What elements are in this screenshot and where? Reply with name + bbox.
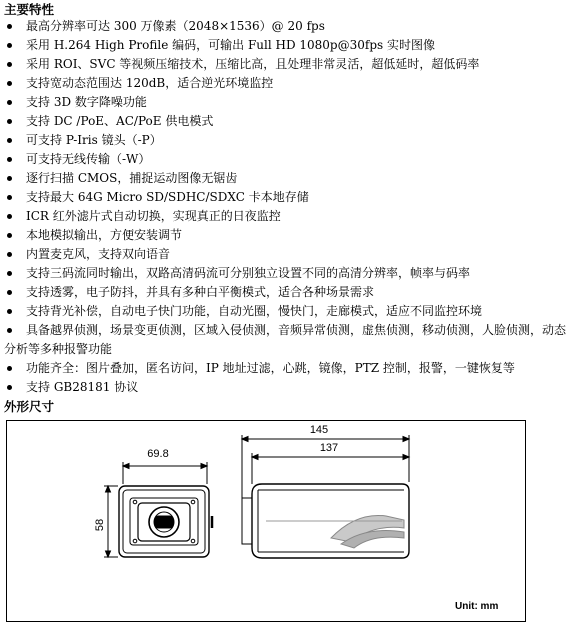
- feature-item: 支持 DC /PoE、AC/PoE 供电模式: [4, 112, 570, 131]
- feature-item: 支持透雾，电子防抖，并具有多种白平衡模式，适合各种场景需求: [4, 283, 570, 302]
- feature-item: 本地模拟输出，方便安装调节: [4, 226, 570, 245]
- feature-item: 采用 ROI、SVC 等视频压缩技术，压缩比高，且处理非常灵活，超低延时，超低码率: [4, 55, 570, 74]
- features-heading: 主要特性: [4, 2, 55, 17]
- feature-item: 可支持 P-Iris 镜头（-P）: [4, 131, 570, 150]
- front-height-label: 58: [94, 518, 106, 532]
- side-body-length-label: 137: [319, 442, 339, 454]
- feature-item: ICR 红外滤片式自动切换，实现真正的日夜监控: [4, 207, 570, 226]
- feature-item: 支持三码流同时输出，双路高清码流可分别独立设置不同的高清分辨率，帧率与码率: [4, 264, 570, 283]
- feature-item: 功能齐全：图片叠加，匿名访问，IP 地址过滤，心跳，镜像，PTZ 控制，报警，一键恢复等: [4, 359, 570, 378]
- feature-item: 具备越界侦测，场景变更侦测，区域入侵侦测，音频异常侦测，虚焦侦测，移动侦测，人脸侦测，动态分析等多种报警功能: [4, 321, 570, 359]
- dimensions-heading: 外形尺寸: [4, 399, 55, 414]
- unit-label: Unit: mm: [455, 601, 499, 612]
- feature-item: 采用 H.264 High Profile 编码，可输出 Full HD 1080p@30fps 实时图像: [4, 36, 570, 55]
- feature-item: 支持宽动态范围达 120dB，适合逆光环境监控: [4, 74, 570, 93]
- feature-item: 最高分辨率可达 300 万像素（2048×1536）@ 20 fps: [4, 17, 570, 36]
- feature-item: 支持 3D 数字降噪功能: [4, 93, 570, 112]
- side-total-length-label: 145: [309, 424, 329, 436]
- dimension-drawing: [6, 420, 526, 622]
- front-view: [104, 462, 212, 557]
- feature-item: 可支持无线传输（-W）: [4, 150, 570, 169]
- feature-item: 支持 GB28181 协议: [4, 378, 570, 397]
- feature-item: 支持最大 64G Micro SD/SDHC/SDXC 卡本地存储: [4, 188, 570, 207]
- feature-item: 逐行扫描 CMOS，捕捉运动图像无锯齿: [4, 169, 570, 188]
- feature-item: 支持背光补偿，自动电子快门功能，自动光圈，慢快门，走廊模式，适应不同监控环境: [4, 302, 570, 321]
- features-list: [4, 17, 570, 397]
- front-width-label: 69.8: [147, 448, 169, 460]
- feature-item: 内置麦克风，支持双向语音: [4, 245, 570, 264]
